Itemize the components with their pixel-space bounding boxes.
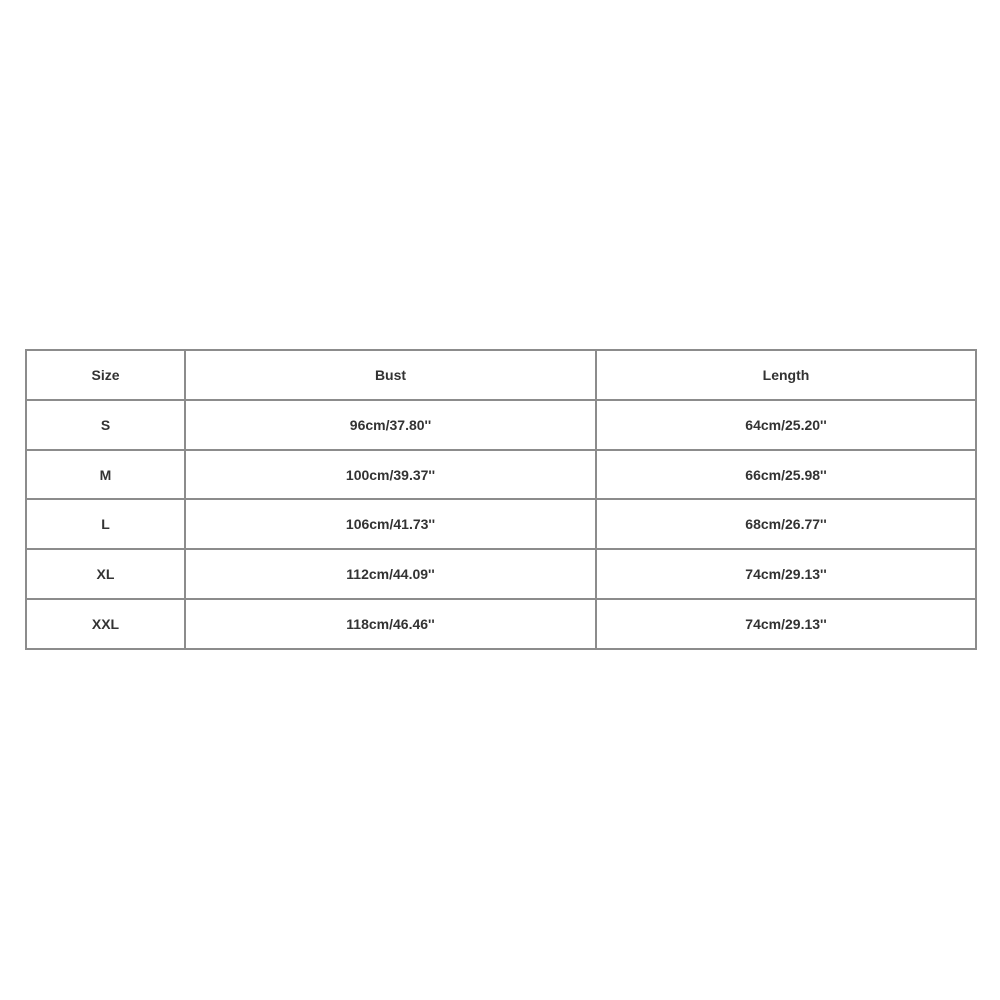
table-row — [26, 450, 976, 500]
size-chart-table — [25, 349, 977, 650]
bust-cell: 106cm/41.73'' — [185, 499, 596, 549]
header-size: Size — [26, 350, 185, 400]
table-row — [26, 599, 976, 649]
size-cell: L — [26, 499, 185, 549]
length-cell: 74cm/29.13'' — [596, 599, 976, 649]
bust-cell: 100cm/39.37'' — [185, 450, 596, 500]
size-cell: S — [26, 400, 185, 450]
length-cell: 64cm/25.20'' — [596, 400, 976, 450]
bust-cell: 112cm/44.09'' — [185, 549, 596, 599]
header-length: Length — [596, 350, 976, 400]
length-cell: 66cm/25.98'' — [596, 450, 976, 500]
table-row — [26, 499, 976, 549]
table-row — [26, 549, 976, 599]
size-cell: XL — [26, 549, 185, 599]
table-row — [26, 400, 976, 450]
header-row — [26, 350, 976, 400]
length-cell: 74cm/29.13'' — [596, 549, 976, 599]
header-bust: Bust — [185, 350, 596, 400]
size-cell: M — [26, 450, 185, 500]
bust-cell: 118cm/46.46'' — [185, 599, 596, 649]
bust-cell: 96cm/37.80'' — [185, 400, 596, 450]
size-cell: XXL — [26, 599, 185, 649]
length-cell: 68cm/26.77'' — [596, 499, 976, 549]
